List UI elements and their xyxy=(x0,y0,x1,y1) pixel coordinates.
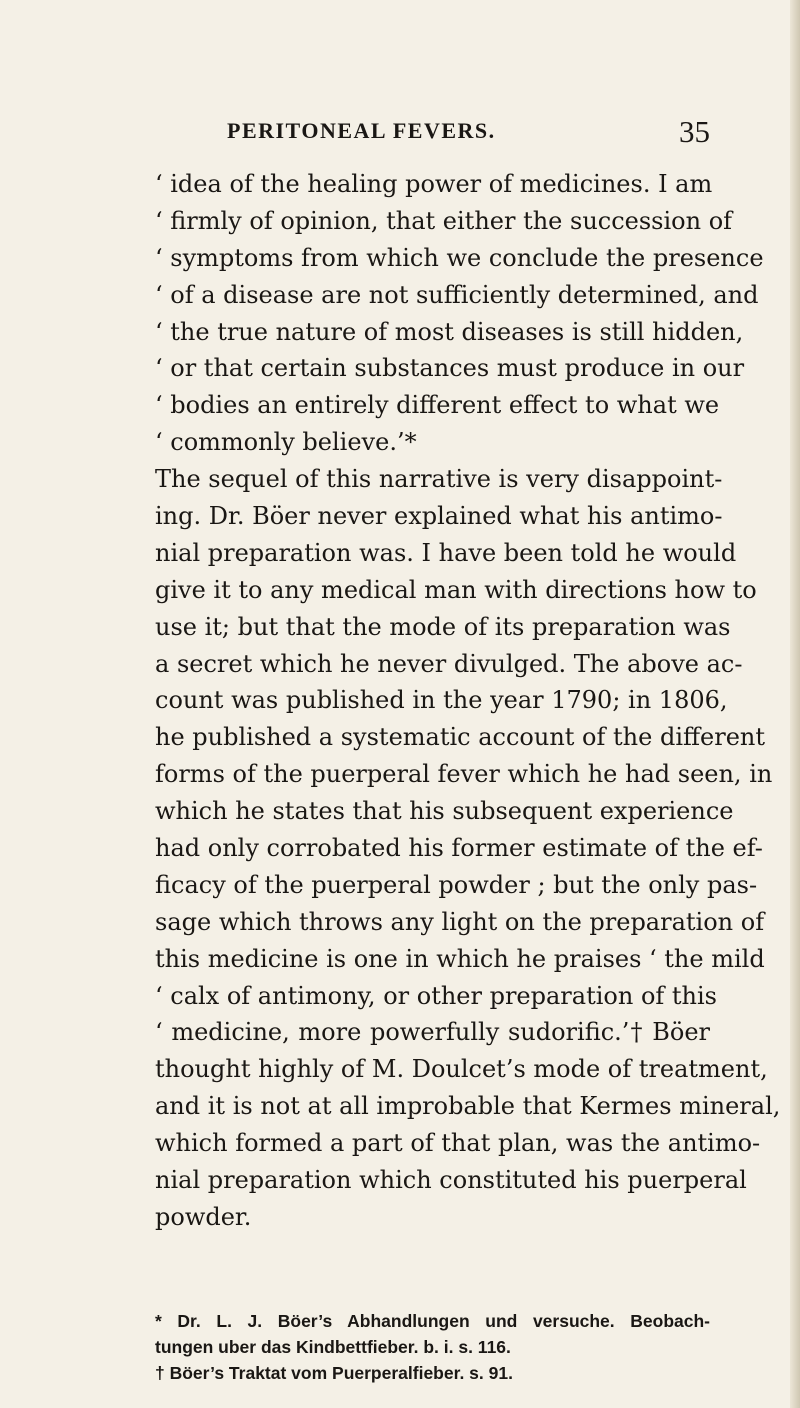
page-header xyxy=(215,114,710,154)
text-line: he published a systematic account of the different xyxy=(155,723,766,752)
text-line: ‘ firmly of opinion, that either the succession of xyxy=(155,206,733,235)
text-line: give it to any medical man with directions how to xyxy=(155,575,757,604)
text-line: ‘ calx of antimony, or other preparation of this xyxy=(155,981,717,1010)
text-line: and it is not at all improbable that Kermes mineral, xyxy=(155,1092,781,1121)
text-line: ‘ bodies an entirely different effect to what we xyxy=(155,391,720,420)
text-line: ‘ symptoms from which we conclude the presence xyxy=(155,243,764,272)
text-line: The sequel of this narrative is very disappoint- xyxy=(155,465,723,494)
text-line: nial preparation was. I have been told he would xyxy=(155,538,737,567)
body-text xyxy=(155,166,781,1236)
text-line: nial preparation which constituted his puerperal xyxy=(155,1166,747,1195)
text-line: a secret which he never divulged. The above ac- xyxy=(155,649,743,678)
running-title: PERITONEAL FEVERS. xyxy=(227,118,496,143)
footnote-line: * Dr. L. J. Böer’s Abhandlungen und versuche. Beobach- xyxy=(155,1311,710,1331)
text-line: ‘ the true nature of most diseases is still hidden, xyxy=(155,317,744,346)
text-line: sage which throws any light on the preparation of xyxy=(155,907,765,936)
text-line: ing. Dr. Böer never explained what his antimo- xyxy=(155,502,723,531)
text-line: count was published in the year 1790; in 1806, xyxy=(155,686,728,715)
text-line: ficacy of the puerperal powder ; but the only pas- xyxy=(155,870,758,899)
text-line: use it; but that the mode of its preparation was xyxy=(155,612,731,641)
text-line: this medicine is one in which he praises ‘ the mild xyxy=(155,944,765,973)
text-line: ‘ of a disease are not sufficiently determined, and xyxy=(155,280,759,309)
page-edge-shadow xyxy=(790,0,800,1408)
footnote-line: † Böer’s Traktat vom Puerperalfieber. s. 91. xyxy=(155,1363,513,1383)
text-line: powder. xyxy=(155,1202,252,1231)
page-number: 35 xyxy=(679,114,710,149)
text-line: which formed a part of that plan, was the antimo- xyxy=(155,1129,761,1158)
footnotes xyxy=(155,1308,710,1386)
text-line: ‘ or that certain substances must produce in our xyxy=(155,354,745,383)
text-line: which he states that his subsequent experience xyxy=(155,797,734,826)
text-line: had only corrobated his former estimate of the ef- xyxy=(155,834,763,863)
text-line: ‘ medicine, more powerfully sudorific.’† Böer xyxy=(155,1018,710,1047)
footnote-line: tungen uber das Kindbettfieber. b. i. s. 116. xyxy=(155,1337,511,1357)
text-line: ‘ commonly believe.’* xyxy=(155,428,417,457)
text-line: thought highly of M. Doulcet’s mode of treatment, xyxy=(155,1055,768,1084)
text-line: ‘ idea of the healing power of medicines. I am xyxy=(155,170,713,198)
text-line: forms of the puerperal fever which he had seen, in xyxy=(155,760,773,789)
